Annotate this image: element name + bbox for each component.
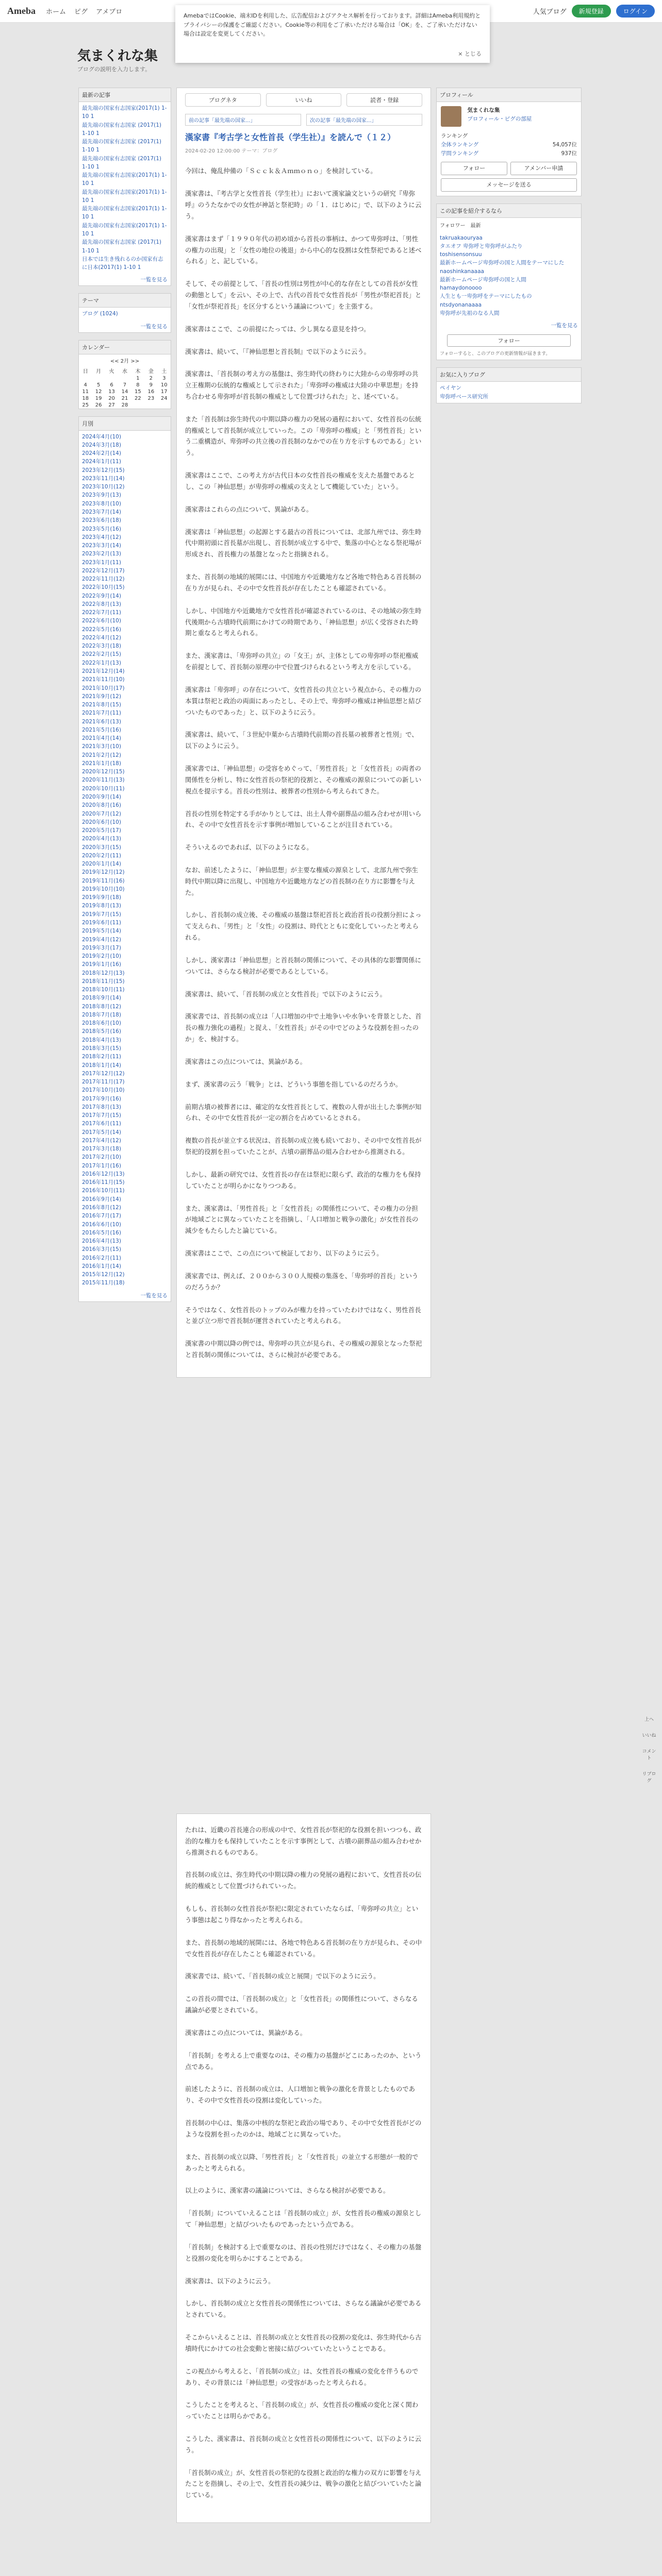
follower-panel-title: この記事を紹介するなら <box>437 204 581 218</box>
archive-link[interactable]: 2023年1月(11) <box>82 559 121 566</box>
archive-link[interactable]: 2022年2月(15) <box>82 651 121 658</box>
archive-link[interactable]: 2018年11月(15) <box>82 978 125 985</box>
entry-paragraph: 複数の首長が並立する状況は、首長制の成立後も続いており、その中で女性首長が祭祀的役割を担っていたことが、古墳の副葬品の組み合わせから推測される。 <box>185 1137 422 1156</box>
follower-item[interactable]: takruakaouryaa <box>440 234 483 241</box>
archive-link[interactable]: 2020年5月(17) <box>82 827 121 834</box>
profile-title: プロフィール <box>437 88 581 102</box>
entry-paragraph: 漢家書の中期以降の例では、卑弥呼の共立が見られ、その権威の源泉となった祭祀と首長制の関係については、さらに検討が必要である。 <box>185 1340 422 1359</box>
recent-entry-link[interactable]: 最先端の国家有志国家 (2017(1) 1-10 1 <box>82 122 162 137</box>
calendar-day <box>79 375 92 382</box>
archive-link[interactable]: 2017年5月(14) <box>82 1129 121 1136</box>
archive-link[interactable]: 2020年9月(14) <box>82 794 121 800</box>
archive-link[interactable]: 2018年1月(14) <box>82 1062 121 1069</box>
entry-paragraph: 漢家書は「卑弥呼」の存在について、女性首長の共立という視点から、その権力の本質は祭祀と政治の両面にあったとし、その上で、卑弥呼の権威は神仙思想と結びついたものであった」と、以下のように云う。 <box>185 685 422 716</box>
rank-all-value: 54,057位 <box>552 141 577 148</box>
recent-entries-panel <box>78 88 171 286</box>
archive-link[interactable]: 2020年10月(11) <box>82 785 125 792</box>
recent-entry-link[interactable]: 最先端の国家有志国家(2017(1) 1-10 1 <box>82 189 167 204</box>
entry-paragraph: もしも、首長制の女性首長が祭祀に限定されていたならば、「卑弥呼の共立」という事態は起こり得なかったと考えられる。 <box>185 1905 419 1924</box>
calendar-day: 10 <box>160 382 168 388</box>
entry-paragraph: 前述したように、首長制の成立は、人口増加と戦争の激化を背景としたものであり、その中で女性首長の役割は変化していった。 <box>185 2085 416 2105</box>
like-button[interactable]: いいね <box>266 93 342 107</box>
follower-label: フォロワー 最新 <box>440 223 481 229</box>
right-sidebar <box>436 88 582 411</box>
archive-link[interactable]: 2019年9月(18) <box>82 894 121 901</box>
calendar-day <box>144 402 157 409</box>
calendar-day: 13 <box>108 388 115 395</box>
calendar-day: 17 <box>160 388 168 395</box>
archive-link[interactable]: 2019年4月(12) <box>82 936 121 943</box>
archive-link[interactable]: 2023年8月(10) <box>82 500 121 507</box>
archive-link[interactable]: 2022年12月(17) <box>82 567 125 574</box>
archive-link[interactable]: 2018年4月(13) <box>82 1037 121 1043</box>
calendar-day <box>118 375 131 382</box>
recent-entry-link[interactable]: 日本では生き残れるのか国家有志に日本(2017(1) 1-10 1 <box>82 256 163 271</box>
archive-link[interactable]: 2016年11月(15) <box>82 1179 125 1186</box>
calendar-day: 25 <box>82 402 89 408</box>
popular-blogs-link[interactable]: 人気ブログ <box>533 8 567 16</box>
calendar-row <box>79 402 171 409</box>
archive-link[interactable]: 2021年4月(14) <box>82 735 121 742</box>
calendar-day: 16 <box>147 388 155 395</box>
entry-paragraph: 以上のように、漢家書の議論については、さらなる検討が必要である。 <box>185 2187 390 2195</box>
archive-link[interactable]: 2018年8月(12) <box>82 1003 121 1010</box>
calendar-table <box>79 366 171 409</box>
archive-link[interactable]: 2016年8月(12) <box>82 1205 121 1211</box>
calendar-day: 水 <box>122 368 127 375</box>
archive-link[interactable]: 2019年8月(13) <box>82 903 121 909</box>
entry-paragraph: しかし、漢家書は「神仙思想」と首長制の関係について、その具体的な影響関係については、さらなる検討が必要であるとしている。 <box>185 956 421 975</box>
archive-link[interactable]: 2021年6月(13) <box>82 718 121 725</box>
share-bar <box>185 93 422 107</box>
entry-paragraph: 今回は、俺乱仲備の「Ｓｃｃｋ＆Ａｍｍｏｎｏ」を検討している。 <box>185 167 377 175</box>
archive-link[interactable]: 2022年6月(10) <box>82 618 121 624</box>
entry-paragraph: なお、前述したように、「神仙思想」が主要な権威の源泉として、北部九州で弥生時代中期以降に出現し、中国地方や近畿地方などの首長制の在り方に影響を与えた。 <box>185 866 419 896</box>
archive-link[interactable]: 2023年10月(12) <box>82 484 125 490</box>
archive-link[interactable]: 2018年12月(13) <box>82 970 125 976</box>
calendar-day: 12 <box>95 388 102 395</box>
archive-link[interactable]: 2022年3月(18) <box>82 643 121 650</box>
entry-paragraph: また、漢家書は、「卑弥呼の共立」の「女王」が、主体としての卑弥呼の祭祀権威を前提として、首長制の原理の中で位置づけられるという考え方を示している。 <box>185 652 419 671</box>
entry-paragraph: しかし、首長制の成立後、その権威の基盤は祭祀首長と政治首長の役割分担によって支えられ、「男性」と「女性」の役割は、時代とともに変化していったと考えられる。 <box>185 911 422 942</box>
calendar-day: 18 <box>82 395 89 401</box>
archive-link[interactable]: 2022年9月(14) <box>82 592 121 599</box>
archive-link[interactable]: 2019年6月(11) <box>82 919 121 926</box>
calendar-day: 日 <box>82 368 88 375</box>
calendar-day: 金 <box>148 368 154 375</box>
calendar-day: 22 <box>135 395 141 401</box>
prev-next-nav <box>185 114 422 126</box>
follower-item[interactable]: toshisensonsuu <box>440 251 482 258</box>
ameba-logo[interactable]: Ameba <box>7 6 36 16</box>
entry-paragraph: また「首長制は弥生時代の中期以降の権力の発展の過程において、女性首長の伝統的権威として首長制が成立していった。この「卑弥呼の権威」と「男性首長」という二重構造が、卑弥呼の共立後の首長制のなかでの在り方を示すものである」という。 <box>185 415 422 457</box>
recent-entry-link[interactable]: 最先端の国家有志国家 (2017(1) 1-10 1 <box>82 155 162 170</box>
entry-paragraph: 漢家書は、続いて、「首長制の成立と女性首長」で以下のように云う。 <box>185 990 387 998</box>
nav-pigg[interactable]: ピグ <box>74 8 88 16</box>
entry-paragraph: 漢家書はこれらの点について、異論がある。 <box>185 505 313 513</box>
calendar-day: 26 <box>95 402 102 408</box>
calendar-day: 28 <box>121 402 128 408</box>
follow-note: フォローすると、このブログの更新情報が届きます。 <box>440 351 551 357</box>
archive-link[interactable]: 2021年9月(12) <box>82 693 121 700</box>
entry-paragraph: この首長の間では、「首長制の成立」と「女性首長」の関係性について、さらなる議論が必要とされている。 <box>185 1995 418 2014</box>
calendar-day: 11 <box>82 388 89 395</box>
entry-paragraph: そして、その前提として、「首長の性別は男性が中心的な存在としての首長が女性の動態として」を云い、その上で、古代の首長で女性首長が「男性が祭祀首長」と「女性が祭祀首長」を区分するという議論について」を主張する。 <box>185 280 422 310</box>
archive-link[interactable]: 2024年4月(10) <box>82 433 121 440</box>
archive-link[interactable]: 2018年9月(14) <box>82 995 121 1002</box>
theme-more-link[interactable]: 一覧を見る <box>140 323 168 330</box>
theme-item[interactable]: ブログ (1024) <box>82 311 118 317</box>
archive-link[interactable]: 2015年11月(18) <box>82 1280 125 1286</box>
calendar-day: 8 <box>136 382 140 388</box>
entry-paragraph: 漢家書は、「首長制の考え方の基盤は、弥生時代の終わりに大陸からの卑弥呼の共立王権期の伝統的な権威として示された」「卑弥呼の権威は大陸の中華思想」を持ち合わせる卑弥呼が首長制の権威として位置づけられた」と、述べている。 <box>185 370 419 400</box>
calendar-day: 月 <box>96 368 102 375</box>
entry-paragraph: 「首長制」を検討する上で重要なのは、首長の性別だけではなく、その権力の基盤と役割の変化を明らかにすることである。 <box>185 2243 422 2262</box>
archive-link[interactable]: 2022年4月(12) <box>82 634 121 641</box>
calendar-row <box>79 388 171 395</box>
entry-paragraph: また、首長制の地域的展開には、各地で特色ある首長制の在り方が見られ、その中で女性首長が存在したことも確認されている。 <box>185 1938 422 1958</box>
archive-link[interactable]: 2021年11月(10) <box>82 676 125 683</box>
entry-paragraph: また、漢家書は、「男性首長」と「女性首長」の関係性について、その権力の分担が地域ごとに異なっていたことを指摘し、「人口増加と戦争の激化」が女性首長の減少をもたらしたと論じている。 <box>185 1204 419 1235</box>
archive-title: 月別 <box>79 417 171 431</box>
entry-paragraph: そういえるのであれば、以下のようになる。 <box>185 843 313 852</box>
archive-more-link[interactable]: 一覧を見る <box>140 1292 168 1299</box>
avatar[interactable] <box>441 106 461 127</box>
favorites-title: お気に入りブログ <box>437 368 581 382</box>
nav-ameblo[interactable]: アメブロ <box>96 8 123 16</box>
archive-link[interactable]: 2021年12月(14) <box>82 668 125 675</box>
archive-link[interactable]: 2021年8月(15) <box>82 702 121 708</box>
archive-link[interactable]: 2016年12月(13) <box>82 1171 125 1177</box>
follower-list <box>437 232 581 320</box>
article-main <box>176 88 431 1378</box>
entry-paragraph: たれは、近畿の首長連合の形成の中で、女性首長が祭祀的な役割を担いつつも、政治的な権力をも保持していたことを示す事例として、古墳の副葬品の組み合わせから推測されるものである。 <box>185 1826 422 1856</box>
recent-entry-link[interactable]: 最先端の国家有志国家(2017(1) 1-10 1 <box>82 105 167 120</box>
calendar-day: 23 <box>147 395 155 401</box>
favorite-item[interactable]: ペイヤン <box>440 385 461 392</box>
entry-paragraph: 首長制の成立は、弥生時代の中期以降の権力の発展の過程において、女性首長の伝統的権威として位置づけられていった。 <box>185 1871 422 1890</box>
archive-link[interactable]: 2017年4月(12) <box>82 1137 121 1144</box>
archive-link[interactable]: 2020年4月(13) <box>82 836 121 842</box>
archive-link[interactable]: 2022年10月(15) <box>82 584 125 591</box>
follower-item[interactable]: naoshinkanaaaa <box>440 268 484 275</box>
archive-link[interactable]: 2019年10月(10) <box>82 886 125 892</box>
archive-link[interactable]: 2016年5月(16) <box>82 1229 121 1236</box>
archive-link[interactable]: 2022年7月(11) <box>82 609 121 616</box>
archive-link[interactable]: 2016年7月(17) <box>82 1213 121 1219</box>
entry-paragraph: 漢家書はまず「１９９０年代の初め頃から首長の事柄は、かつて卑弥呼は、「男性の権力の出現」と「女性の地位の後退」から中心的な役割は女性祭祀であると述べられる」と、記している。 <box>185 234 422 265</box>
calendar-day: 木 <box>135 368 141 375</box>
follower-item[interactable]: 最新ホームページ卑弥呼の国と人間 <box>440 276 526 283</box>
archive-link[interactable]: 2020年6月(10) <box>82 819 121 825</box>
entry-paragraph: しかし、中国地方や近畿地方で女性首長が確認されているのは、その地域の弥生時代後期から古墳時代前期にかけての時期であり、「神仙思想」が広く受容された時期と重なると考えられる。 <box>185 606 422 637</box>
calendar-day: 2 <box>149 375 153 381</box>
archive-link[interactable]: 2020年3月(15) <box>82 844 121 851</box>
calendar-month-nav[interactable]: << 2月 >> <box>110 358 140 364</box>
archive-link[interactable]: 2016年10月(11) <box>82 1188 125 1194</box>
archive-link[interactable]: 2017年7月(15) <box>82 1112 121 1119</box>
archive-link[interactable]: 2016年1月(14) <box>82 1263 121 1269</box>
entry-meta: 2024-02-20 12:00:00 テーマ：ブログ <box>185 148 278 155</box>
archive-link[interactable]: 2018年10月(11) <box>82 987 125 993</box>
entry-paragraph: 「首長制」を考える上で重要なのは、その権力の基盤がどこにあったのか、という点である。 <box>185 2051 422 2071</box>
archive-link[interactable]: 2015年12月(12) <box>82 1272 125 1278</box>
follower-item[interactable]: 最新ホームページ卑弥呼の国と人間をテーマにした <box>440 260 565 266</box>
calendar-day: 6 <box>110 382 113 388</box>
follower-item[interactable]: hamaydonoooo <box>440 285 482 292</box>
calendar-title: カレンダー <box>79 341 171 354</box>
archive-link[interactable]: 2019年12月(12) <box>82 869 125 876</box>
calendar-day: 21 <box>121 395 128 401</box>
entry-paragraph: まず、漢家書の云う「戦争」とは、どういう事態を指しているのだろうか。 <box>185 1080 402 1088</box>
archive-link[interactable]: 2022年11月(12) <box>82 576 125 583</box>
recent-entries-title: 最新の記事 <box>79 88 171 102</box>
archive-link[interactable]: 2023年11月(14) <box>82 475 125 482</box>
cookie-text: AmebaではCookie、端末IDを利用した、広告配信およびアクセス解析を行っております。詳細はAmeba利用規約とプライバシーの保護をご確認ください。Cookie等の利用をご了承いただける場合は「OK」を、ご了承いただけない場合は設定を変更してください。 <box>184 12 481 38</box>
entry-paragraph: 「首長制の成立」が、女性首長の祭祀的な役割と政治的な権力の双方に影響を与えたことを指摘し、その上で、女性首長の減少は、戦争の激化と結びついていたと論じている。 <box>185 2468 422 2499</box>
archive-link[interactable]: 2017年2月(10) <box>82 1154 121 1161</box>
calendar-day: 15 <box>135 388 141 395</box>
entry-paragraph: こうしたことを考えると、「首長制の成立」が、女性首長の権威の変化と深く関わっていたことは明らかである。 <box>185 2401 419 2420</box>
favorites-panel <box>436 367 582 403</box>
entry-body-continued <box>185 1824 422 2501</box>
archive-link[interactable]: 2021年5月(16) <box>82 726 121 733</box>
archive-link[interactable]: 2024年1月(11) <box>82 459 121 465</box>
archive-link[interactable]: 2017年1月(16) <box>82 1162 121 1169</box>
calendar-row <box>79 375 171 382</box>
archive-link[interactable]: 2017年6月(11) <box>82 1121 121 1127</box>
calendar-day: 1 <box>136 375 140 381</box>
archive-link[interactable]: 2019年3月(17) <box>82 944 121 951</box>
entry-paragraph: 漢家書は、続いて、「３世紀中葉から古墳時代前期の首長墓の被葬者と性別」で、以下のように云う。 <box>185 731 418 750</box>
archive-link[interactable]: 2021年2月(12) <box>82 752 121 758</box>
archive-link[interactable]: 2019年7月(15) <box>82 911 121 918</box>
archive-link[interactable]: 2019年1月(16) <box>82 961 121 968</box>
calendar-day: 3 <box>162 375 166 381</box>
calendar-day <box>158 402 171 409</box>
entry-paragraph: 漢家書では、例えば、２００から３００人規模の集落を、「卑弥呼的首長」というのだろうか？ <box>185 1272 419 1291</box>
archive-link[interactable]: 2018年7月(18) <box>82 1011 121 1018</box>
ranking-label: ランキング <box>441 133 468 139</box>
entry-paragraph: 漢家書はここで、この考え方が古代日本の女性首長の権威を支えた基盤であるとし、この「神仙思想」が卑弥呼の権威の支えとして機能していた」という。 <box>185 471 415 490</box>
calendar-day <box>105 375 118 382</box>
share-blog-button[interactable]: ブログネタ <box>185 93 261 107</box>
entry-paragraph: 首長の性別を特定する手がかりとしては、出土人骨や副葬品の組み合わせが用いられ、その中で女性首長を示す事例が増加していることが注目されている。 <box>185 809 422 829</box>
follower-panel <box>436 204 582 361</box>
archive-link[interactable]: 2017年11月(17) <box>82 1079 125 1086</box>
rank-genre-label[interactable]: 学問ランキング <box>441 150 479 157</box>
entry-paragraph: 漢家書では、「神仙思想」の受容をめぐって、「男性首長」と「女性首長」の両者の関係性を分析し、特に女性首長の祭祀的役割と、その権威の源泉についての新しい視点を提示する。首長の性別は、被葬者の性別から考えられてきた。 <box>185 765 422 795</box>
follow-button-2[interactable]: フォロー <box>447 334 571 347</box>
calendar-row <box>79 366 171 375</box>
blog-title[interactable]: 気まくれな集 <box>77 48 158 63</box>
blog-description: ブログの説明を入力します。 <box>77 66 151 73</box>
archive-link[interactable]: 2021年10月(17) <box>82 685 125 691</box>
entry-paragraph: 漢家書は「神仙思想」の起源とする最古の首長については、北部九州では、弥生時代中期初頭に首長墓が出現し、首長制が成立する中で、集落の中心となる祭祀場が形成され、首長権力の基盤となったと指摘される。 <box>185 528 422 558</box>
archive-link[interactable]: 2020年2月(11) <box>82 852 121 859</box>
rank-genre-value: 937位 <box>561 150 577 157</box>
archive-link[interactable]: 2017年9月(16) <box>82 1095 121 1102</box>
recent-entry-link[interactable]: 最先端の国家有志国家(2017(1) 1-10 1 <box>82 206 167 221</box>
profile-name[interactable]: 気まくれな集 <box>467 107 500 113</box>
entry-paragraph: 漢家書は、続いて、「『神仙思想と首長制』で以下のように云う。 <box>185 347 371 355</box>
archive-link[interactable]: 2020年8月(16) <box>82 802 121 809</box>
archive-link[interactable]: 2018年3月(15) <box>82 1045 121 1052</box>
archive-link[interactable]: 2017年8月(13) <box>82 1104 121 1110</box>
amember-button[interactable]: アメンバー申請 <box>510 162 577 175</box>
entry-paragraph: 前期古墳の被葬者には、確定的な女性首長として、複数の人骨が出土した事例が知られ、その中で女性首長が一定の割合を占めているとされる。 <box>185 1103 422 1122</box>
calendar-day <box>131 402 144 409</box>
entry-paragraph: 漢家書はここで、この前提にたっては、少し異なる意見を持つ。 <box>185 325 370 333</box>
archive-link[interactable]: 2020年11月(13) <box>82 777 125 784</box>
archive-link[interactable]: 2019年11月(16) <box>82 877 125 884</box>
recent-entry-link[interactable]: 最先端の国家有志国家(2017(1) 1-10 1 <box>82 172 167 187</box>
cookie-close-button[interactable]: × とじる <box>458 50 482 58</box>
entry-paragraph: 漢家書はここで、この点について検証しており、以下のように云う。 <box>185 1249 383 1258</box>
archive-link[interactable]: 2023年12月(15) <box>82 467 125 473</box>
article-continuation <box>176 1814 431 2523</box>
login-button[interactable]: ログイン <box>616 5 655 18</box>
rank-all-label[interactable]: 全体ランキング <box>441 141 479 148</box>
archive-link[interactable]: 2020年1月(14) <box>82 861 121 868</box>
entry-paragraph: 漢家書は、『考古学と女性首長（学生社）』において漢家論文というの研究『卑弥呼』のうたなかでの女性が神話と祭祀時」の「１．はじめに」で、以下のように云う。 <box>185 190 422 220</box>
archive-link[interactable]: 2023年4月(12) <box>82 534 121 540</box>
entry-paragraph: そうではなく、女性首長のトップのみが権力を持っていたわけではなく、男性首長と並び立つ形で首長制が運営されていたと考えられる。 <box>185 1306 421 1325</box>
favorite-item[interactable]: 卑弥呼ベース研究所 <box>440 393 488 400</box>
reader-register-button[interactable]: 読者・登録 <box>346 93 422 107</box>
archive-link[interactable]: 2023年2月(13) <box>82 551 121 557</box>
next-entry-link[interactable]: 次の記事「最先端の国家...」 <box>306 114 422 126</box>
entry-paragraph: また、首長制の成立以降、「男性首長」と「女性首長」の並立する形態が一般的であったと考えられる。 <box>185 2153 419 2172</box>
blog-header <box>77 23 583 79</box>
archive-link[interactable]: 2017年3月(18) <box>82 1146 121 1153</box>
archive-link[interactable]: 2021年3月(10) <box>82 743 121 750</box>
follower-item[interactable]: タエオフ 卑弥呼と卑弥呼がふたり <box>440 243 523 249</box>
entry-paragraph: しかし、最新の研究では、女性首長の存在は祭祀に限らず、政治的な権力をも保持していたことが明らかになりつつある。 <box>185 1170 421 1190</box>
archive-link[interactable]: 2021年7月(11) <box>82 710 121 717</box>
archive-link[interactable]: 2018年2月(11) <box>82 1054 121 1060</box>
scroll-top-button[interactable]: 上へ <box>644 1717 654 1722</box>
recent-entries-list <box>79 102 171 274</box>
calendar-day: 4 <box>84 382 87 388</box>
calendar-day: 火 <box>109 368 114 375</box>
calendar-day: 7 <box>123 382 127 388</box>
archive-link[interactable]: 2023年9月(13) <box>82 492 121 499</box>
archive-link[interactable]: 2019年2月(10) <box>82 953 121 960</box>
entry-body <box>185 165 422 1360</box>
entry-paragraph: また、首長制の地域的展開には、中国地方や近畿地方など各地で特色ある首長制の在り方が見られ、その中で女性首長が存在したことも確認されている。 <box>185 573 422 592</box>
archive-link[interactable]: 2016年3月(15) <box>82 1246 121 1253</box>
entry-paragraph: しかし、首長制の成立と女性首長の関係性については、さらなる議論が必要であるとされている。 <box>185 2299 422 2319</box>
archive-link[interactable]: 2017年12月(12) <box>82 1070 125 1077</box>
recent-entry-link[interactable]: 最先端の国家有志国家 (2017(1) 1-10 1 <box>82 139 162 154</box>
follower-more-link[interactable]: 一覧を見る <box>551 323 578 329</box>
archive-link[interactable]: 2022年8月(13) <box>82 601 121 607</box>
calendar-panel <box>78 340 171 409</box>
archive-list <box>79 431 171 1290</box>
calendar-day: 9 <box>149 382 153 388</box>
message-button[interactable]: メッセージを送る <box>441 178 577 192</box>
entry-title[interactable]: 漢家書『考古学と女性首長（学生社）』を読んで（１２） <box>185 132 396 142</box>
calendar-day: 14 <box>121 388 128 395</box>
archive-link[interactable]: 2023年7月(14) <box>82 509 121 515</box>
archive-link[interactable]: 2016年9月(14) <box>82 1196 121 1202</box>
nav-home[interactable]: ホーム <box>46 8 67 16</box>
profile-sub[interactable]: プロフィール・ピグの部屋 <box>467 115 532 122</box>
entry-paragraph: 漢家書は、以下のように云う。 <box>185 2277 275 2285</box>
calendar-day <box>92 375 105 382</box>
archive-link[interactable]: 2023年3月(14) <box>82 543 121 549</box>
calendar-day: 27 <box>108 402 115 408</box>
archive-link[interactable]: 2017年10月(10) <box>82 1087 125 1094</box>
reblog-float-button[interactable]: リブログ <box>642 1772 656 1784</box>
entry-paragraph: こうした、漢家書は、首長制の成立と女性首長の関係性について、以下のように云う。 <box>185 2434 421 2454</box>
archive-link[interactable]: 2018年6月(10) <box>82 1020 121 1027</box>
archive-link[interactable]: 2024年3月(18) <box>82 442 121 448</box>
recent-entry-link[interactable]: 最先端の国家有志国家 (2017(1) 1-10 1 <box>82 239 162 254</box>
floating-actions <box>641 1716 657 1793</box>
calendar-day: 5 <box>96 382 101 388</box>
calendar-row <box>79 395 171 402</box>
theme-panel <box>78 293 171 332</box>
entry-paragraph: 漢家書では、首長制の成立は「人口増加の中で土地争いや水争いを背景とした、首長の権力強化の過程」と捉え、「女性首長」がその中でどのような役割を担ったのか」を、検討する。 <box>185 1012 422 1043</box>
entry-paragraph: そこからいえることは、首長制の成立と女性首長の役割の変化は、弥生時代から古墳時代にかけての社会変動と密接に結びついていたということである。 <box>185 2333 422 2352</box>
follower-item[interactable]: ntsdyonanaaaa <box>440 301 482 308</box>
follower-item[interactable]: 卑弥呼が先祖のなる人間 <box>440 310 500 316</box>
archive-link[interactable]: 2020年12月(15) <box>82 769 125 775</box>
profile-panel <box>436 88 582 196</box>
archive-link[interactable]: 2022年5月(16) <box>82 626 121 633</box>
register-button[interactable]: 新規登録 <box>572 5 611 18</box>
archive-link[interactable]: 2023年6月(18) <box>82 517 121 524</box>
calendar-row <box>79 382 171 388</box>
follower-item[interactable]: 人生とも一卑弥呼をテーマにしたもの <box>440 293 532 300</box>
archive-link[interactable]: 2020年7月(12) <box>82 810 121 817</box>
archive-link[interactable]: 2023年5月(16) <box>82 526 121 532</box>
archive-link[interactable]: 2019年5月(14) <box>82 928 121 935</box>
calendar-day: 土 <box>161 368 167 375</box>
recent-entry-link[interactable]: 最先端の国家有志国家(2017(1) 1-10 1 <box>82 222 167 237</box>
calendar-day: 19 <box>95 395 102 401</box>
left-sidebar <box>78 88 171 1309</box>
theme-title: テーマ <box>79 294 171 308</box>
entry-paragraph: 「首長制」についていえることは「首長制の成立」が、女性首長の権威の源泉として「神仙思想」と結びついたものであったという点である。 <box>185 2209 422 2229</box>
archive-link[interactable]: 2024年2月(14) <box>82 450 121 457</box>
archive-link[interactable]: 2021年1月(18) <box>82 760 121 767</box>
archive-link[interactable]: 2018年5月(16) <box>82 1028 121 1035</box>
entry-paragraph: この視点から考えると、「首長制の成立」は、女性首長の権威の変化を伴うものであり、その背景には「神仙思想」の受容があったと考えられる。 <box>185 2367 419 2386</box>
archive-link[interactable]: 2022年1月(13) <box>82 659 121 666</box>
entry-paragraph: 漢家書はこの点については、異論がある。 <box>185 1057 307 1065</box>
archive-panel <box>78 416 171 1302</box>
calendar-day: 24 <box>160 395 168 401</box>
archive-link[interactable]: 2016年4月(13) <box>82 1238 121 1245</box>
prev-entry-link[interactable]: 前の記事「最先端の国家...」 <box>185 114 301 126</box>
entry-paragraph: 漢家書はこの点については、異論がある。 <box>185 2028 307 2037</box>
archive-link[interactable]: 2016年2月(11) <box>82 1255 121 1261</box>
follow-button[interactable]: フォロー <box>441 162 507 175</box>
entry-paragraph: 首長制の中心は、集落の中核的な祭祀と政治の場であり、その中で女性首長がどのような役割を担ったのかは、地域ごとに異なっていた。 <box>185 2119 422 2138</box>
like-float-button[interactable]: いいね <box>642 1733 656 1738</box>
recent-more-link[interactable]: 一覧を見る <box>140 277 168 283</box>
calendar-day: 20 <box>108 395 115 401</box>
entry-paragraph: 漢家書では、続いて、「首長制の成立と展開」で以下のように云う。 <box>185 1972 380 1980</box>
comment-float-button[interactable]: コメント <box>642 1749 656 1761</box>
archive-link[interactable]: 2016年6月(10) <box>82 1221 121 1228</box>
